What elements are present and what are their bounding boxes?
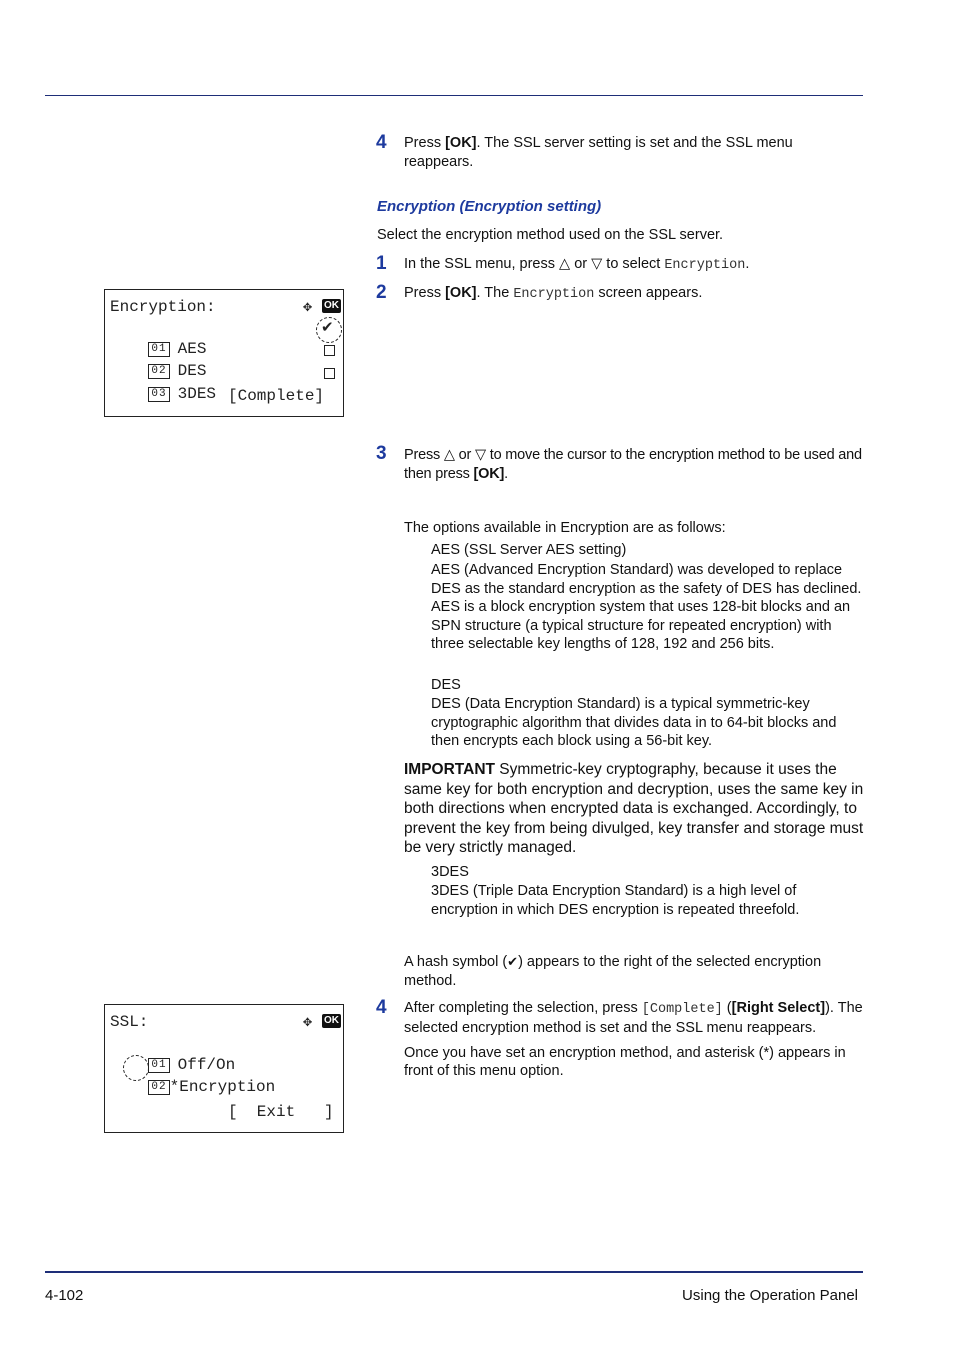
step-number: 4 [376,997,387,1018]
encryption-screen [104,289,344,417]
step-number: 1 [376,253,387,274]
step-text: After completing the selection, press [Complete] ([Right Select]). The selected encryption method is set and the SSL menu reappears. [404,1000,863,1036]
3des-title: 3DES [431,864,469,880]
footer-rule [45,1271,863,1273]
exit-softkey[interactable]: [ Exit ] [228,1103,334,1121]
des-description: DES (Data Encryption Standard) is a typical symmetric-key cryptographic algorithm that divides data in to 64-bit blocks and then encrypts each block using a 56-bit key. [431,696,837,749]
checkbox-icon [324,368,335,379]
aes-title: AES (SSL Server AES setting) [431,542,627,558]
intro-text: Select the encryption method used on the SSL server. [377,227,724,243]
list-item-encryption[interactable]: 02 *Encryption [110,1057,275,1117]
step-number: 4 [376,132,387,153]
step-number: 2 [376,282,387,303]
ssl-screen [104,1004,344,1133]
hash-note: A hash symbol (✔) appears to the right of the selected encryption method. [404,954,822,989]
complete-softkey[interactable]: [Complete] [228,387,325,405]
screen-title: Encryption: [110,298,216,316]
checkmark-icon: ✔ [321,318,334,336]
step-number: 3 [376,443,387,464]
ok-key-icon: OK [324,1015,339,1026]
list-item-off-on[interactable]: 01 Off/On [110,1035,235,1095]
section-heading: Encryption (Encryption setting) [377,198,602,215]
page-number: 4-102 [45,1287,84,1304]
important-note: IMPORTANT Symmetric-key cryptography, because it uses the same key for both encryption and decryption, uses the same key in both directions when encrypted data is exchanged. Accordingly, to prevent the key from being divulged, key transfer and storage must be very strictly managed. [404,761,864,856]
step-text: Press [OK]. The SSL server setting is set and the SSL menu reappears. [404,135,793,170]
header-rule [45,95,863,96]
list-item-aes[interactable]: 01 AES [110,319,206,379]
step-text: Press [OK]. The Encryption screen appears. [404,285,703,302]
list-item-des[interactable]: 02 DES [110,341,206,401]
3des-description: 3DES (Triple Data Encryption Standard) is a high level of encryption in which DES encryption is repeated threefold. [431,883,800,918]
checkbox-icon [324,345,335,356]
aes-description: AES (Advanced Encryption Standard) was developed to replace DES as the standard encryption as the safety of DES has declined. AES is a block encryption system that uses 128-bit blocks and an SPN structure (a typical structure for repeated encryption) with three selectable key lengths of 128, 192 and 256 bits. [431,562,862,652]
footer-section-title: Using the Operation Panel [682,1287,858,1304]
cursor-ring-icon [123,1055,149,1081]
step-text: In the SSL menu, press △ or ▽ to select Encryption. [404,256,750,273]
closing-note: Once you have set an encryption method, and asterisk (*) appears in front of this menu option. [404,1045,846,1079]
ok-key-icon: OK [324,300,339,311]
options-intro: The options available in Encryption are as follows: [404,520,726,536]
navigation-arrows-icon: ✥ [303,1014,313,1031]
screen-title: SSL: [110,1013,149,1031]
navigation-arrows-icon: ✥ [303,299,313,316]
step-text: Press △ or ▽ to move the cursor to the encryption method to be used and then press [OK]. [404,447,862,482]
list-item-3des[interactable]: 03 3DES [110,364,216,424]
des-title: DES [431,677,461,693]
checkmark-icon: ✔ [507,955,519,970]
